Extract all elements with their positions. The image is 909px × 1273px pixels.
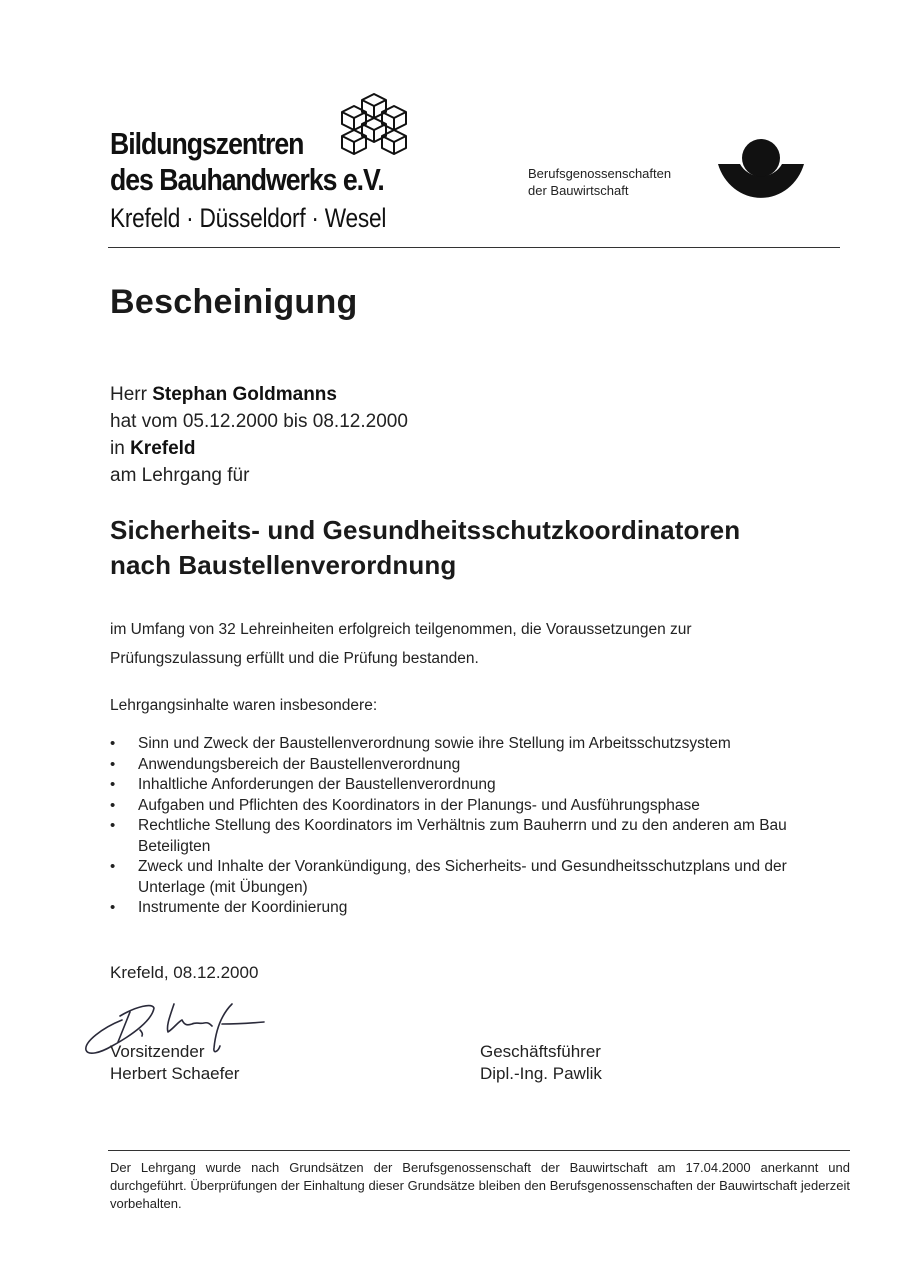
course-location-line <box>110 435 408 462</box>
result-paragraph <box>110 615 692 673</box>
footer-note: Der Lehrgang wurde nach Grundsätzen der Berufsgenossenschaft der Bauwirtschaft am 17.04.2000 anerkannt und durchgeführt. Überprüfungen der Einhaltung dieser Grundsätze bleiben den Berufsgenossenschaften der Bauwirtschaft jederzeit vorbehalten. <box>110 1160 850 1211</box>
list-item: • Rechtliche Stellung des Koordinators im Verhältnis zum Bauherrn und zu den anderen am Bau Beteiligten <box>110 816 850 857</box>
org-name-line1: Bildungszentren <box>110 126 304 161</box>
org-locations: Krefeld · Düsseldorf · Wesel <box>110 203 387 233</box>
course-location: Krefeld <box>130 438 196 459</box>
bg-name-line1: Berufsgenossenschaften <box>528 166 672 181</box>
signature-left <box>110 1041 239 1085</box>
participant-line <box>110 381 408 408</box>
list-item: • Inhaltliche Anforderungen der Baustellenverordnung <box>110 775 850 796</box>
bg-bau-emblem-icon <box>716 136 806 218</box>
course-title-line2: nach Baustellenverordnung <box>110 550 457 580</box>
place-date: Krefeld, 08.12.2000 <box>110 963 259 982</box>
course-period: hat vom 05.12.2000 bis 08.12.2000 <box>110 411 408 432</box>
list-item: • Sinn und Zweck der Baustellenverordnung sowie ihre Stellung im Arbeitsschutzsystem <box>110 734 850 755</box>
signature-right <box>480 1041 602 1085</box>
course-title-line1: Sicherheits- und Gesundheitsschutzkoordinatoren <box>110 515 741 545</box>
left-signer-role: Vorsitzender <box>110 1042 205 1061</box>
course-title <box>110 513 740 583</box>
bg-name-block <box>528 165 671 199</box>
right-signer-name: Dipl.-Ing. Pawlik <box>480 1064 602 1083</box>
contents-list <box>110 734 850 919</box>
result-line1: im Umfang von 32 Lehreinheiten erfolgreich teilgenommen, die Voraussetzungen zur <box>110 621 692 638</box>
header-divider <box>108 247 840 248</box>
list-item: • Instrumente der Koordinierung <box>110 898 850 919</box>
contents-heading: Lehrgangsinhalte waren insbesondere: <box>110 697 378 714</box>
right-signer-role: Geschäftsführer <box>480 1042 601 1061</box>
salutation: Herr <box>110 384 147 405</box>
list-item: • Aufgaben und Pflichten des Koordinators in der Planungs- und Ausführungsphase <box>110 796 850 817</box>
location-prefix: in <box>110 438 125 459</box>
left-signer-name: Herbert Schaefer <box>110 1064 240 1083</box>
list-item: • Zweck und Inhalte der Vorankündigung, des Sicherheits- und Gesundheitsschutzplans und der Unterlage (mit Übungen) <box>110 857 850 898</box>
result-line2: Prüfungszulassung erfüllt und die Prüfung bestanden. <box>110 650 479 667</box>
list-item: • Anwendungsbereich der Baustellenverordnung <box>110 755 850 776</box>
org-name-line2: des Bauhandwerks e.V. <box>110 162 384 197</box>
hexagon-cubes-logo-icon <box>338 92 410 158</box>
footer-divider <box>108 1150 850 1151</box>
page-title: Bescheinigung <box>110 283 358 321</box>
participant-name: Stephan Goldmanns <box>152 384 337 405</box>
bg-name-line2: der Bauwirtschaft <box>528 183 629 198</box>
course-intro: am Lehrgang für <box>110 465 250 486</box>
participant-block <box>110 381 408 489</box>
